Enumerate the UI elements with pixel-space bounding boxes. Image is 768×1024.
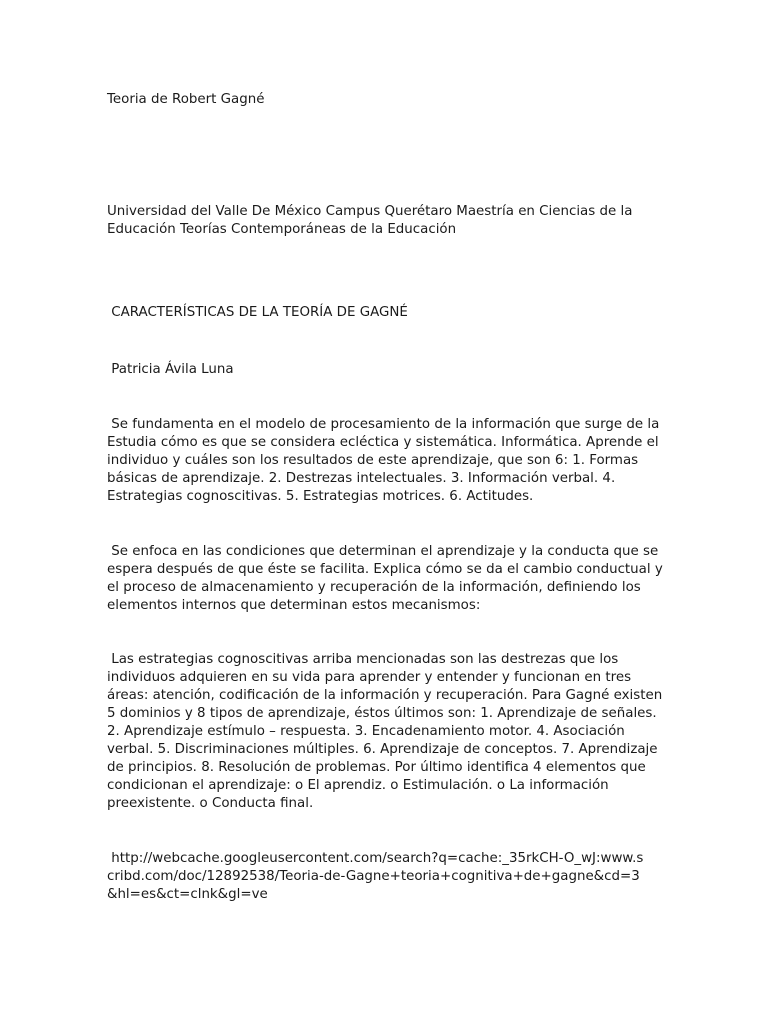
institution-text: Universidad del Valle De México Campus Querétaro Maestría en Ciencias de la Educación Teorías Contemporáneas de la Educación	[107, 204, 637, 237]
section-heading: CARACTERÍSTICAS DE LA TEORÍA DE GAGNÉ	[107, 305, 408, 320]
paragraph-2: Se enfoca en las condiciones que determinan el aprendizaje y la conducta que se espera después de que éste se facilita. Explica cómo se da el cambio conductual y el proceso de almacenamiento y recuperación de la información, definiendo los elementos internos que determinan estos mecanismos:	[107, 544, 668, 613]
document-title: Teoria de Robert Gagné	[107, 92, 265, 107]
source-url: http://webcache.googleusercontent.com/search?q=cache:_35rkCH-O_wJ:www.scribd.com/doc/12892538/Teoria-de-Gagne+teoria+cognitiva+de+gagne&cd=3&hl=es&ct=clnk&gl=ve	[107, 851, 644, 902]
paragraph-1: Se fundamenta en el modelo de procesamiento de la información que surge de la Estudia cómo es que se considera ecléctica y sistemática. Informática. Aprende el individuo y cuáles son los resultados de este aprendizaje, que son 6: 1. Formas básicas de aprendizaje. 2. Destrezas intelectuales. 3. Información verbal. 4. Estrategias cognoscitivas. 5. Estrategias motrices. 6. Actitudes.	[107, 417, 664, 504]
author-name: Patricia Ávila Luna	[107, 362, 234, 377]
paragraph-3: Las estrategias cognoscitivas arriba mencionadas son las destrezas que los individuos adquieren en su vida para aprender y entender y funcionan en tres áreas: atención, codificación de la información y recuperación. Para Gagné existen 5 dominios y 8 tipos de aprendizaje, éstos últimos son: 1. Aprendizaje de señales. 2. Aprendizaje estímulo – respuesta. 3. Encadenamiento motor. 4. Asociación verbal. 5. Discriminaciones múltiples. 6. Aprendizaje de conceptos. 7. Aprendizaje de principios. 8. Resolución de problemas. Por último identifica 4 elementos que condicionan el aprendizaje: o El aprendiz. o Estimulación. o La información preexistente. o Conducta final.	[107, 652, 667, 811]
